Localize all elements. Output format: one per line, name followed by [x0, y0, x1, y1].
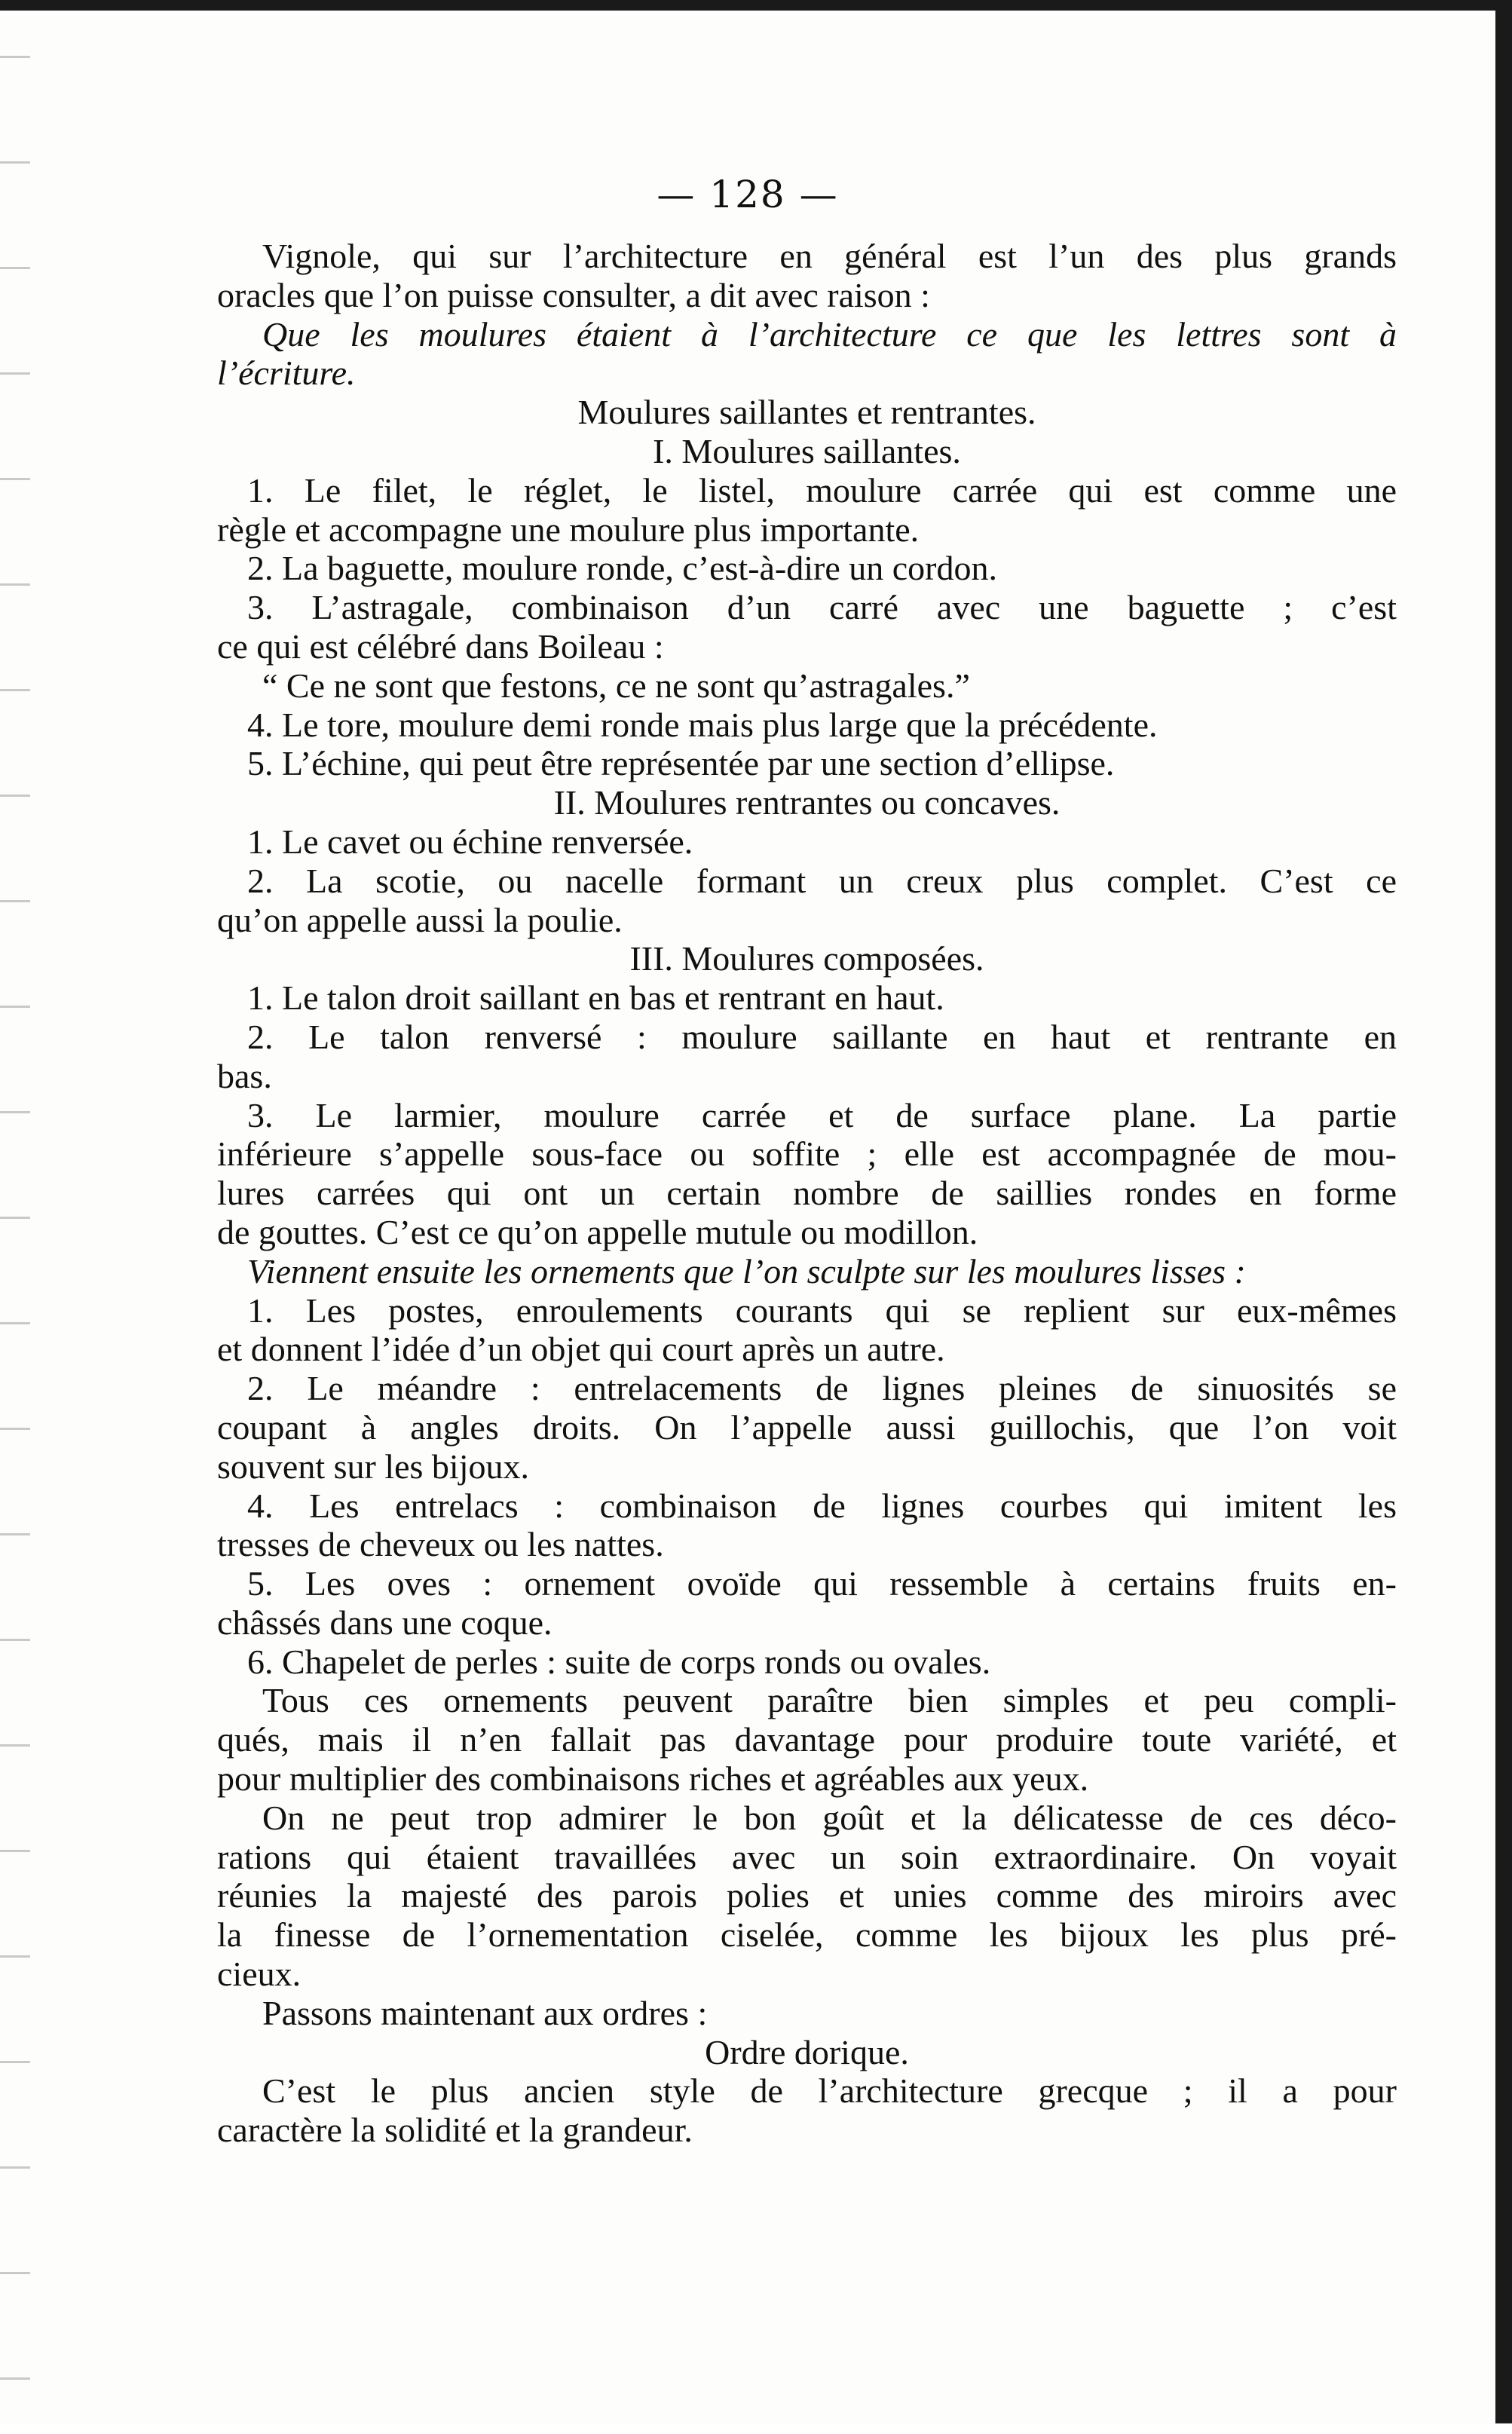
text-line: Moulures saillantes et rentrantes. — [577, 393, 1036, 432]
text-line: 1. Les postes, enroulements courants qui se replient sur eux-mêmes — [247, 1290, 1397, 1330]
text-line: “ Ce ne sont que festons, ce ne sont qu’astragales.” — [262, 666, 970, 705]
text-line: I. Moulures saillantes. — [653, 431, 961, 470]
text-line: III. Moulures composées. — [629, 939, 984, 978]
text-line: Vignole, qui sur l’architecture en général est l’un des plus grands — [262, 237, 1397, 275]
text-line: II. Moulures rentrantes ou concaves. — [553, 783, 1061, 822]
text-line: ce qui est célébré dans Boileau : — [217, 626, 664, 666]
text-line: lures carrées qui ont un certain nombre de saillies rondes en forme — [217, 1174, 1397, 1213]
text-line: 2. La scotie, ou nacelle formant un creux plus complet. C’est ce — [247, 861, 1397, 900]
text-line: Tous ces ornements peuvent paraître bien simples et peu compli- — [262, 1681, 1397, 1720]
text-line: coupant à angles droits. On l’appelle aussi guillochis, que l’on voit — [217, 1407, 1397, 1447]
text-line: 4. Le tore, moulure demi ronde mais plus large que la précédente. — [247, 705, 1158, 744]
text-line: réunies la majesté des parois polies et unies comme des miroirs avec — [217, 1876, 1397, 1915]
text-line: caractère la solidité et la grandeur. — [217, 2111, 693, 2150]
text-line: 6. Chapelet de perles : suite de corps ronds ou ovales. — [247, 1642, 991, 1681]
text-line: 2. Le talon renversé : moulure saillante en haut et rentrante en — [247, 1017, 1397, 1056]
text-line: règle et accompagne une moulure plus importante. — [217, 510, 920, 549]
text-line: bas. — [217, 1056, 272, 1095]
text-line: Que les moulures étaient à l’architecture ce que les lettres sont à — [262, 314, 1397, 354]
text-line: 4. Les entrelacs : combinaison de lignes courbes qui imitent les — [247, 1486, 1397, 1525]
text-line: 1. Le filet, le réglet, le listel, moulure carrée qui est comme une — [247, 470, 1397, 510]
text-line: et donnent l’idée d’un objet qui court après un autre. — [217, 1330, 945, 1369]
text-line: 5. L’échine, qui peut être représentée par une section d’ellipse. — [247, 744, 1115, 783]
text-line: inférieure s’appelle sous-face ou soffite ; elle est accompagnée de mou- — [217, 1134, 1397, 1174]
text-line: 5. Les oves : ornement ovoïde qui ressemble à certains fruits en- — [247, 1564, 1397, 1603]
text-line: l’écriture. — [217, 354, 356, 393]
text-line: 3. L’astragale, combinaison d’un carré avec une baguette ; c’est — [247, 588, 1397, 627]
text-line: rations qui étaient travaillées avec un soin extraordinaire. On voyait — [217, 1837, 1397, 1876]
text-line: C’est le plus ancien style de l’architecture grecque ; il a pour — [262, 2071, 1397, 2111]
text-line: Passons maintenant aux ordres : — [262, 1993, 708, 2032]
text-line: pour multiplier des combinaisons riches et agréables aux yeux. — [217, 1759, 1089, 1799]
text-line: souvent sur les bijoux. — [217, 1447, 529, 1486]
text-line: 3. Le larmier, moulure carrée et de surface plane. La partie — [247, 1095, 1397, 1134]
text-line: cieux. — [217, 1955, 301, 1994]
text-line: qués, mais il n’en fallait pas davantage pour produire toute variété, et — [217, 1720, 1397, 1759]
text-line: 1. Le cavet ou échine renversée. — [247, 822, 693, 861]
text-line: oracles que l’on puisse consulter, a dit avec raison : — [217, 275, 930, 314]
page-number: — 128 — — [657, 173, 839, 216]
text-line: Ordre dorique. — [705, 2032, 909, 2071]
scan-edge-noise — [0, 11, 30, 2434]
text-line: 2. La baguette, moulure ronde, c’est-à-dire un cordon. — [247, 549, 997, 588]
text-line: tresses de cheveux ou les nattes. — [217, 1525, 664, 1564]
text-line: qu’on appelle aussi la poulie. — [217, 900, 623, 939]
text-line: châssés dans une coque. — [217, 1603, 552, 1642]
text-line: On ne peut trop admirer le bon goût et la délicatesse de ces déco- — [262, 1798, 1397, 1837]
text-line: de gouttes. C’est ce qu’on appelle mutule ou modillon. — [217, 1212, 978, 1251]
text-line: Viennent ensuite les ornements que l’on sculpte sur les moulures lisses : — [247, 1251, 1246, 1290]
text-line: la finesse de l’ornementation ciselée, comme les bijoux les plus pré- — [217, 1915, 1397, 1955]
body-text — [217, 237, 1397, 2150]
text-line: 1. Le talon droit saillant en bas et rentrant en haut. — [247, 978, 944, 1018]
text-line: 2. Le méandre : entrelacements de lignes pleines de sinuosités se — [247, 1369, 1397, 1408]
